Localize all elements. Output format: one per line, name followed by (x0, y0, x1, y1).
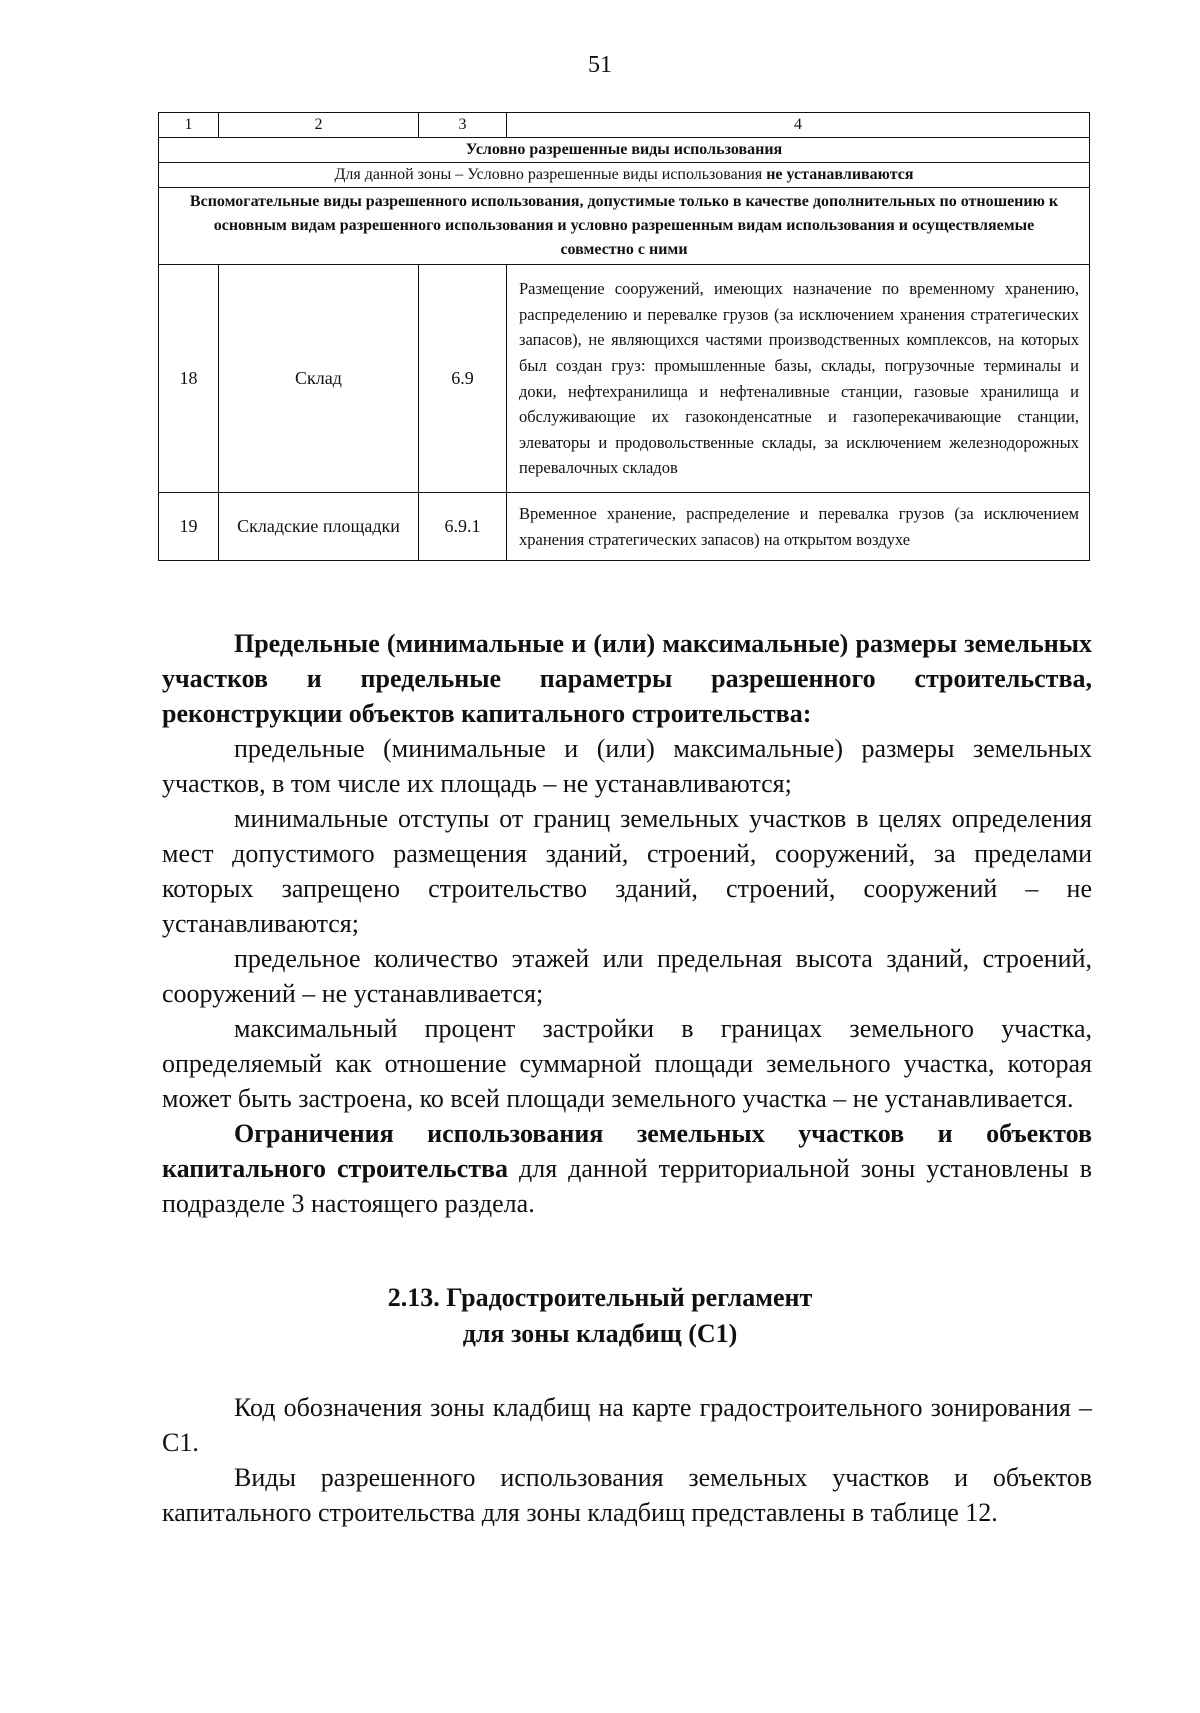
row-description: Временное хранение, распределение и перевалка грузов (за исключением хранения стратегических запасов) на открытом воздухе (507, 493, 1090, 561)
header-col-2: 2 (219, 113, 419, 138)
section-title-line-2: для зоны кладбищ (С1) (462, 1319, 738, 1348)
table-row (159, 493, 1090, 561)
section-paragraph-1: Код обозначения зоны кладбищ на карте градостроительного зонирования – С1. (162, 1393, 1092, 1457)
auxiliary-title: Вспомогательные виды разрешенного использования, допустимые только в качестве дополнительных по отношению к основным видам разрешенного использования и условно разрешенным видам использования и осуществляемые совместно с ними (159, 188, 1090, 265)
conditional-title: Условно разрешенные виды использования (159, 138, 1090, 163)
limits-heading: Предельные (минимальные и (или) максимальные) размеры земельных участков и предельные параметры разрешенного строительства, реконструкции объектов капитального строительства: (162, 629, 1092, 728)
conditional-title-row (159, 138, 1090, 163)
conditional-note-row (159, 163, 1090, 188)
limits-item: максимальный процент застройки в границах земельного участка, определяемый как отношение суммарной площади земельного участка, которая может быть застроена, ко всей площади земельного участка – не устанавливается. (162, 1014, 1092, 1113)
table-header-row (159, 113, 1090, 138)
row-name: Склад (219, 265, 419, 493)
header-col-4: 4 (507, 113, 1090, 138)
limits-section (162, 626, 1092, 1221)
row-number: 19 (159, 493, 219, 561)
row-number: 18 (159, 265, 219, 493)
row-code: 6.9 (419, 265, 507, 493)
limits-item: предельное количество этажей или предельная высота зданий, строений, сооружений – не устанавливается; (162, 944, 1092, 1008)
conditional-note-bold: не устанавливаются (766, 166, 914, 184)
conditional-note-text: Для данной зоны – Условно разрешенные виды использования (334, 166, 767, 184)
restrictions-bold: Ограничения использования земельных участков и объектов капитального строительства (162, 1119, 1092, 1183)
land-use-table (158, 112, 1090, 561)
section-title (0, 1280, 1200, 1352)
section-paragraph-2: Виды разрешенного использования земельных участков и объектов капитального строительства для зоны кладбищ представлены в таблице 12. (162, 1463, 1092, 1527)
row-code: 6.9.1 (419, 493, 507, 561)
page-number: 51 (588, 52, 612, 78)
header-col-1: 1 (159, 113, 219, 138)
restrictions-text: для данной территориальной зоны установлены в подразделе 3 настоящего раздела. (162, 1154, 1092, 1218)
header-col-3: 3 (419, 113, 507, 138)
conditional-note (159, 163, 1090, 188)
limits-item: предельные (минимальные и (или) максимальные) размеры земельных участков, в том числе их площадь – не устанавливаются; (162, 734, 1092, 798)
row-name: Складские площадки (219, 493, 419, 561)
limits-item: минимальные отступы от границ земельных участков в целях определения мест допустимого размещения зданий, строений, сооружений, за пределами которых запрещено строительство зданий, строений, сооружений – не устанавливаются; (162, 804, 1092, 938)
section-body (162, 1390, 1092, 1530)
table-row (159, 265, 1090, 493)
section-title-line-1: 2.13. Градостроительный регламент (387, 1283, 813, 1312)
auxiliary-title-row (159, 188, 1090, 265)
row-description: Размещение сооружений, имеющих назначение по временному хранению, распределению и перевалке грузов (за исключением хранения стратегических запасов), не являющихся частями производственных комплексов, на которых был создан груз: промышленные базы, склады, погрузочные терминалы и доки, нефтехранилища и нефтеналивные станции, газовые хранилища и обслуживающие их газоконденсатные и газоперекачивающие станции, элеваторы и продовольственные склады, за исключением железнодорожных перевалочных складов (507, 265, 1090, 493)
restrictions-paragraph (162, 1116, 1092, 1221)
